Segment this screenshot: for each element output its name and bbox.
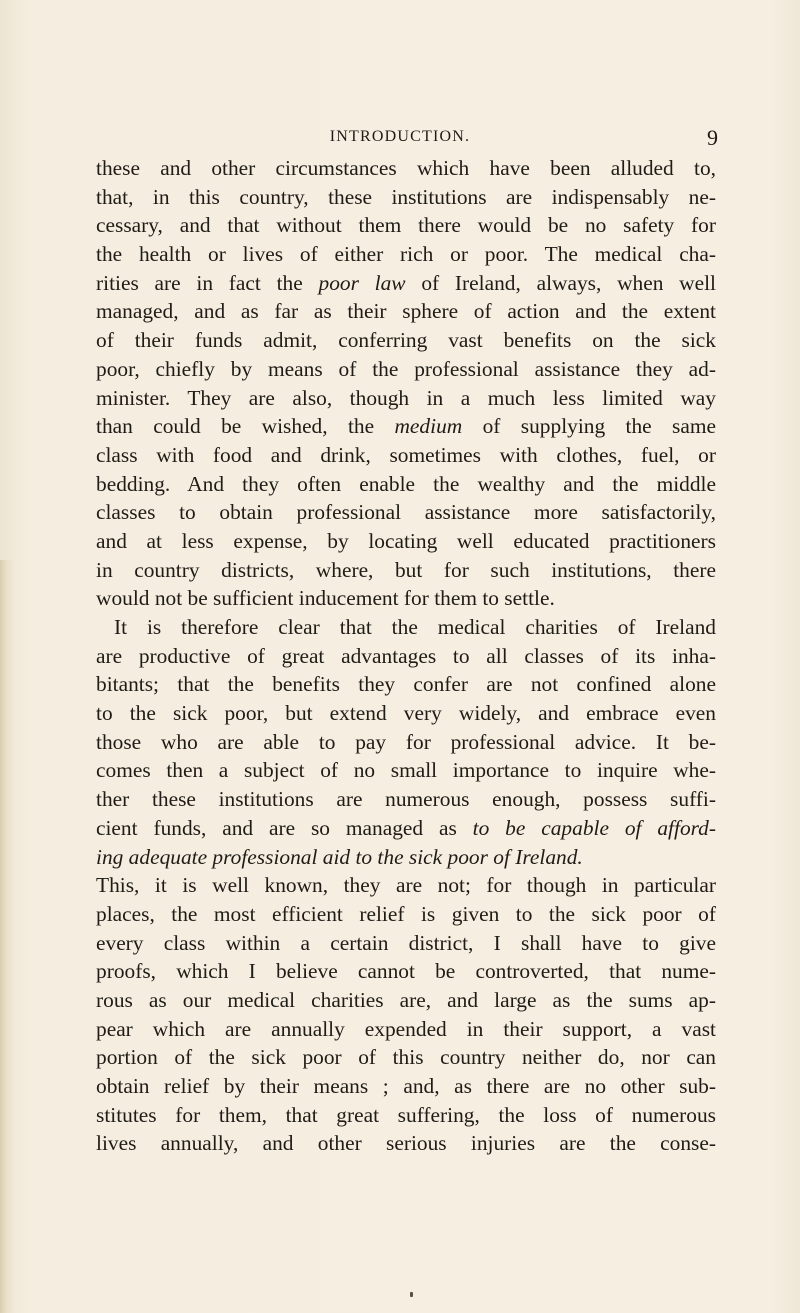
text-segment: are productive of great advantages to all classes of its inha- [96, 643, 716, 668]
text-segment: bedding. And they often enable the wealthy and the middle [96, 471, 716, 496]
text-segment: cessary, and that without them there would be no safety for [96, 213, 716, 238]
text-line [96, 269, 716, 298]
text-segment: places, the most efficient relief is given to the sick poor of [96, 901, 716, 926]
text-line [96, 785, 716, 814]
running-head: INTRODUCTION. [329, 128, 471, 145]
text-segment: of supplying the same [462, 414, 716, 439]
text-line [96, 699, 716, 728]
text-line [96, 240, 716, 269]
text-segment: minister. They are also, though in a much less limited way [96, 385, 716, 410]
text-line [96, 642, 716, 671]
text-line [96, 871, 716, 900]
ink-speck [410, 1292, 413, 1297]
text-segment: ther these institutions are numerous enough, possess suffi- [96, 787, 716, 812]
text-segment: those who are able to pay for professional advice. It be- [96, 729, 716, 754]
text-line [96, 670, 716, 699]
text-line [96, 728, 716, 757]
text-line [96, 384, 716, 413]
text-segment: that, in this country, these institutions are indispensably ne- [96, 184, 716, 209]
text-line [96, 297, 716, 326]
text-segment: comes then a subject of no small importance to inquire whe- [96, 758, 716, 783]
text-segment: of Ireland, always, when well [405, 270, 716, 295]
text-line [96, 412, 716, 441]
text-line [96, 986, 716, 1015]
text-segment: class with food and drink, sometimes with clothes, fuel, or [96, 442, 716, 467]
text-segment: these and other circumstances which have been alluded to, [96, 156, 716, 180]
text-line [96, 756, 716, 785]
text-segment: pear which are annually expended in their support, a vast [96, 1016, 716, 1041]
text-line [96, 957, 716, 986]
text-segment: in country districts, where, but for such institutions, there [96, 557, 716, 582]
text-line [96, 584, 716, 613]
text-line [96, 900, 716, 929]
text-line [96, 441, 716, 470]
text-line [96, 326, 716, 355]
text-line [96, 613, 716, 642]
text-line [96, 154, 716, 183]
text-segment: stitutes for them, that great suffering, the loss of numerous [96, 1102, 716, 1127]
italic-segment: ing adequate professional aid to the sick poor of Ireland. [96, 844, 583, 869]
text-segment: bitants; that the benefits they confer are not confined alone [96, 672, 716, 697]
text-line [96, 211, 716, 240]
text-line [96, 498, 716, 527]
text-segment: This, it is well known, they are not; for though in particular [96, 873, 716, 898]
body-text [96, 154, 716, 1158]
text-line [96, 470, 716, 499]
text-segment: of their funds admit, conferring vast benefits on the sick [96, 328, 716, 353]
text-line [96, 929, 716, 958]
page-header [0, 125, 800, 149]
text-segment: rities are in fact the [96, 270, 319, 295]
text-line [96, 843, 716, 872]
text-line [96, 355, 716, 384]
text-line [96, 1043, 716, 1072]
text-segment: managed, and as far as their sphere of action and the extent [96, 299, 716, 324]
text-segment: the health or lives of either rich or poor. The medical cha- [96, 242, 716, 267]
text-line [96, 183, 716, 212]
text-segment: It is therefore clear that the medical charities of Ireland [114, 615, 716, 639]
text-segment: cient funds, and are so managed as [96, 815, 473, 840]
text-segment: lives annually, and other serious injuries are the conse- [96, 1131, 716, 1156]
text-line [96, 1129, 716, 1158]
text-segment: rous as our medical charities are, and large as the sums ap- [96, 987, 716, 1012]
text-segment: proofs, which I believe cannot be controverted, that nume- [96, 959, 716, 984]
italic-segment: poor law [318, 270, 406, 295]
text-segment: portion of the sick poor of this country neither do, nor can [96, 1045, 716, 1070]
text-line [96, 1015, 716, 1044]
text-line [96, 556, 716, 585]
text-segment: poor, chiefly by means of the professional assistance they ad- [96, 356, 716, 381]
text-line [96, 527, 716, 556]
text-segment: classes to obtain professional assistance more satisfactorily, [96, 500, 716, 525]
text-line [96, 1072, 716, 1101]
page-edge-shadow [0, 560, 14, 1313]
text-segment: to the sick poor, but extend very widely, and embrace even [96, 701, 716, 726]
text-segment: every class within a certain district, I shall have to give [96, 930, 716, 955]
text-line [96, 814, 716, 843]
text-line [96, 1101, 716, 1130]
page-number: 9 [707, 125, 718, 150]
italic-segment: medium [394, 414, 463, 439]
italic-segment: to be capable of afford- [472, 815, 716, 840]
text-segment: and at less expense, by locating well educated practitioners [96, 528, 716, 553]
text-segment: obtain relief by their means ; and, as there are no other sub- [96, 1074, 716, 1098]
text-segment: than could be wished, the [96, 414, 395, 439]
text-segment: would not be sufficient inducement for them to settle. [96, 586, 555, 611]
